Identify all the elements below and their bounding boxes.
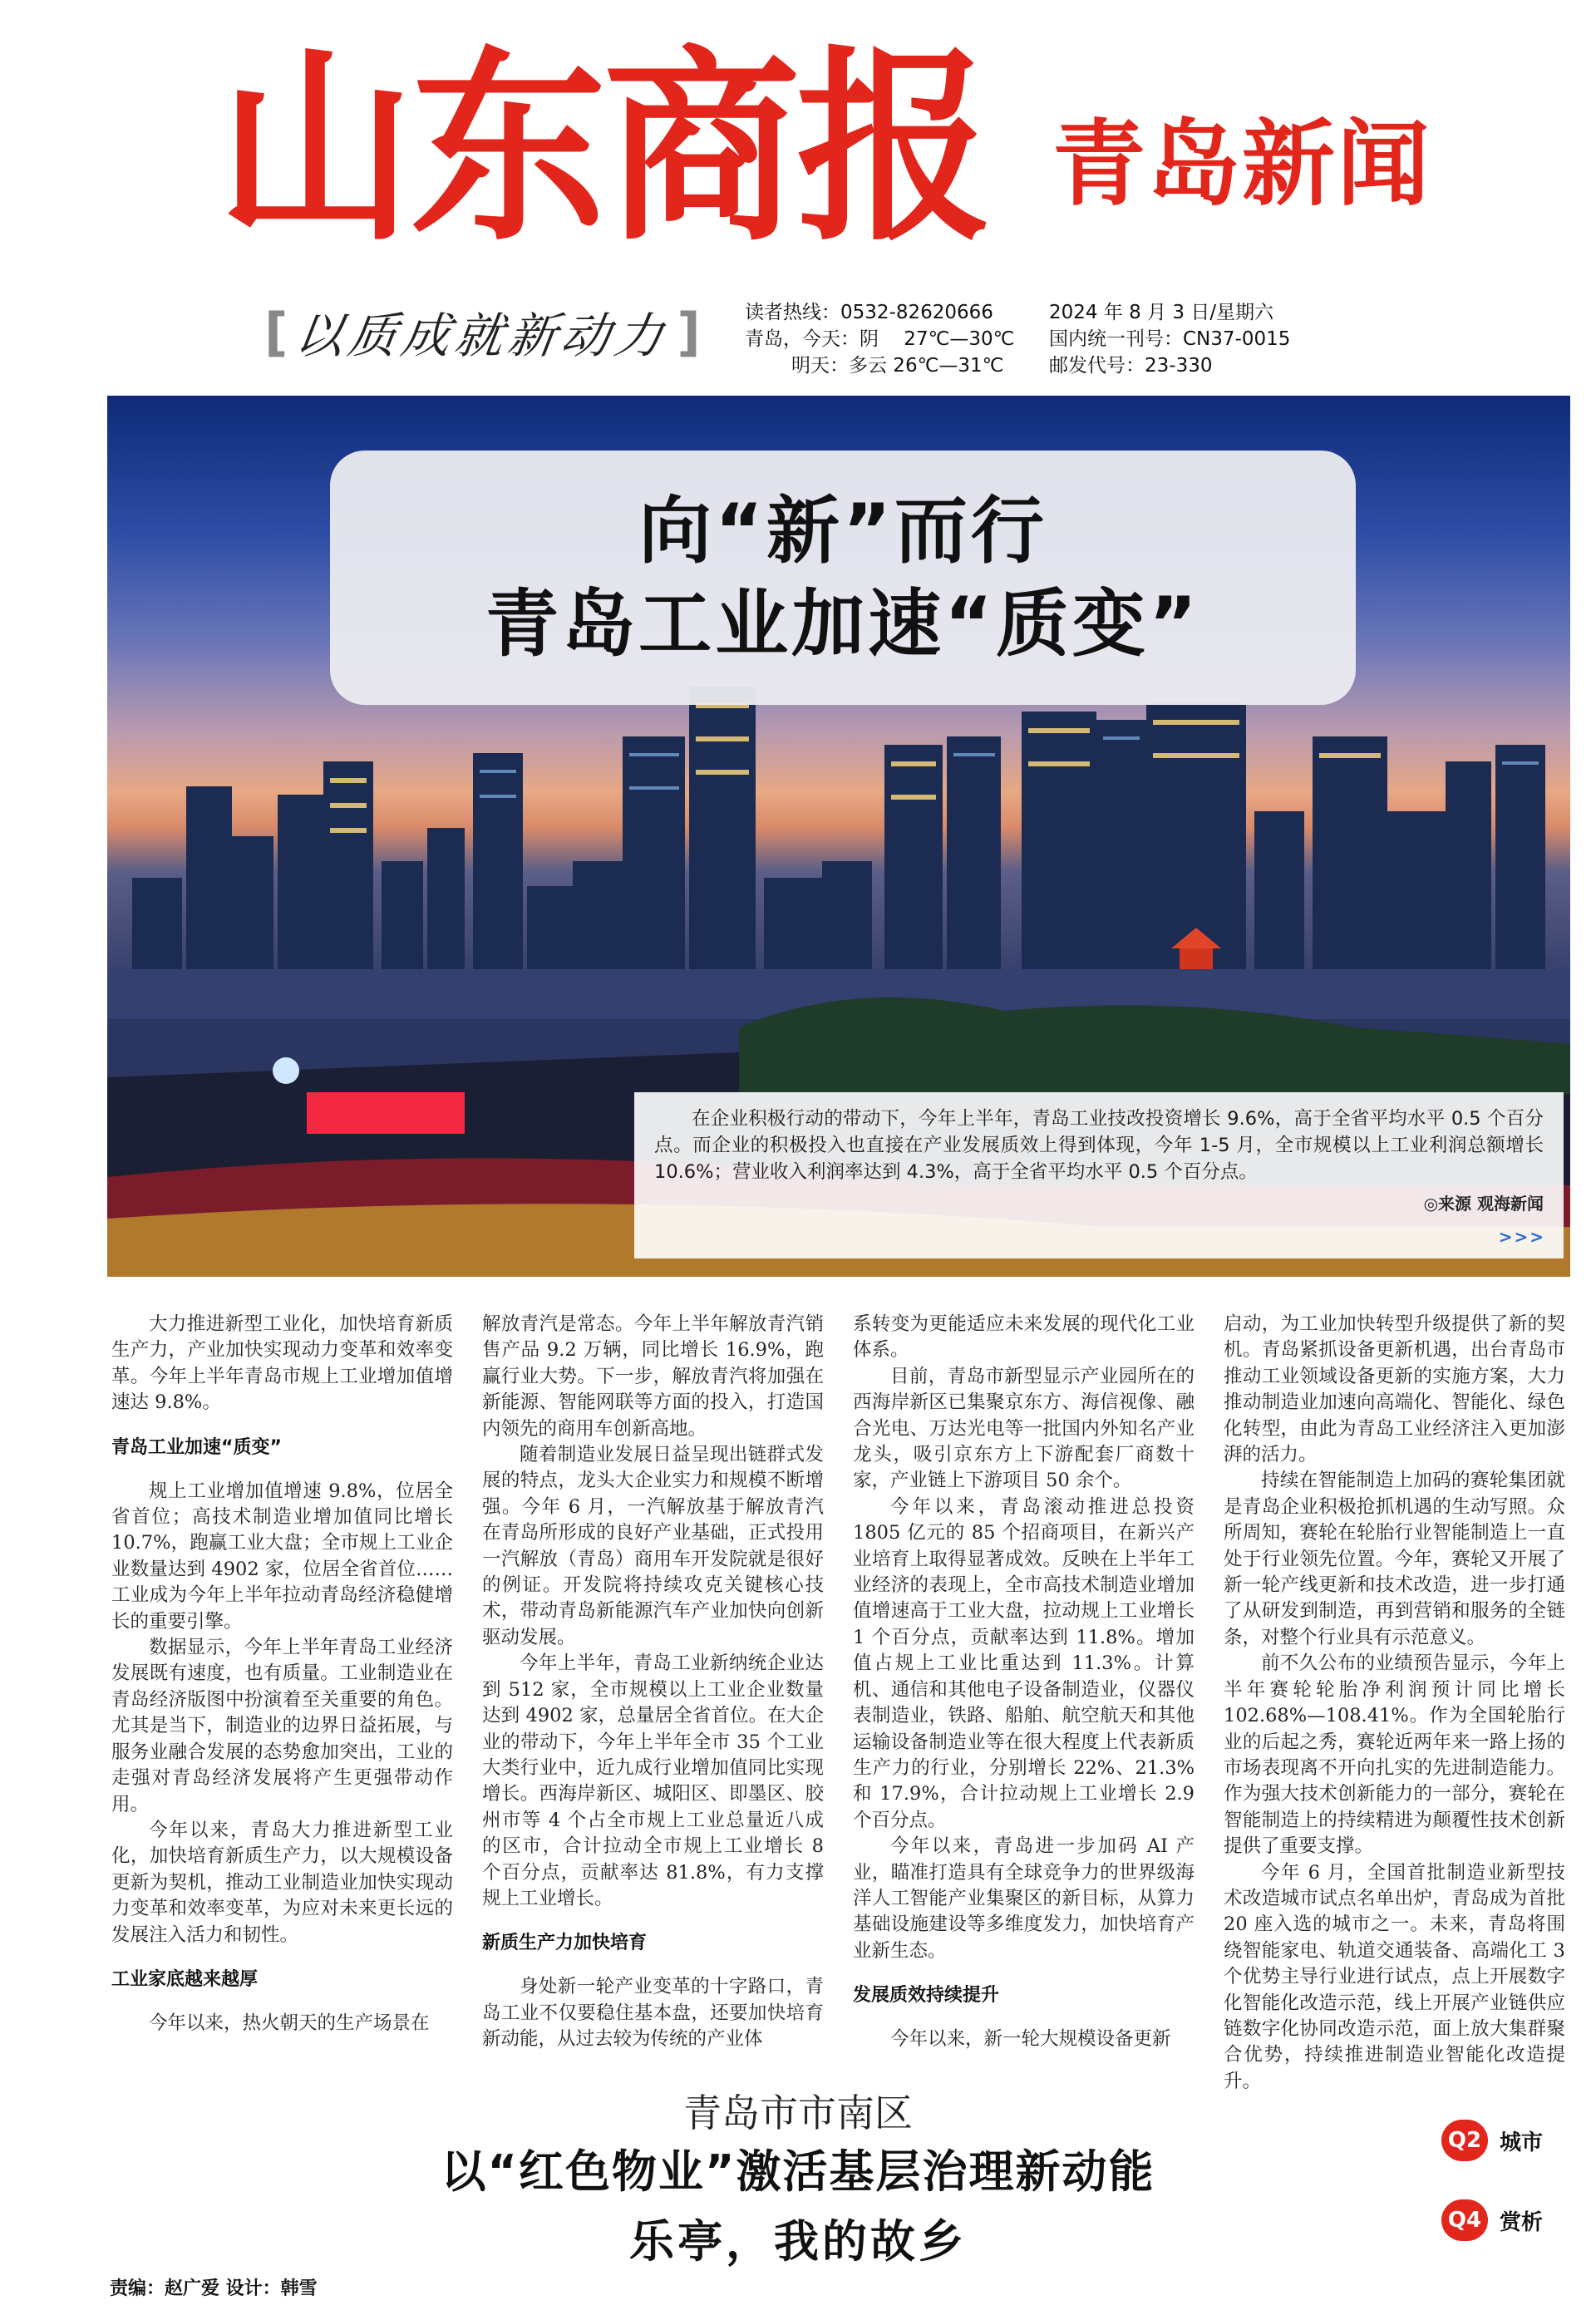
issn: 国内统一刊号：CN37-0015 [1049, 328, 1291, 350]
paragraph: 启动，为工业加快转型升级提供了新的契机。青岛紧抓设备更新机遇，出台青岛市推动工业领域设备更新的实施方案，大力推动制造业加速向高端化、智能化、绿色化转型，由此为青岛工业经济注入更加澎湃的活力。 [1224, 1313, 1565, 1466]
slogan [264, 301, 730, 362]
masthead-title: 山东商报 [218, 28, 990, 269]
paragraph: 解放青汽是常态。今年上半年解放青汽销售产品 9.2 万辆，同比增长 16.9%，跑赢行业大势。下一步，解放青汽将加强在新能源、智能网联等方面的投入，打造国内领先的商用车创新高地。 [482, 1313, 824, 1440]
section-name: 城市 [1500, 2130, 1544, 2155]
headline-box [330, 451, 1356, 705]
page-badge: Q2 [1441, 2120, 1488, 2161]
article-column-3 [853, 1312, 1195, 2053]
slogan-bracket-left: [ [264, 301, 288, 362]
paragraph: 数据显示，今年上半年青岛工业经济发展既有速度，也有质量。工业制造业在青岛经济版图中扮演着至关重要的角色。尤其是当下，制造业的边界日益拓展，与服务业融合发展的态势愈加突出，工业的走强对青岛经济发展将产生更强带动作用。 [111, 1637, 453, 1815]
hero-photo [107, 396, 1570, 1277]
weather-tomorrow: 明天：多云 26℃—31℃ [791, 355, 1004, 377]
paragraph: 大力推进新型工业化，加快培育新质生产力，产业加快实现动力变革和效率变革。今年上半年青岛市规上工业增加值增速达 9.8%。 [111, 1313, 453, 1414]
paragraph: 前不久公布的业绩预告显示，今年上半年赛轮轮胎净利润预计同比增长 102.68%—108.41%。作为全国轮胎行业的后起之秀，赛轮近两年来一路上扬的市场表现离不开向扎实的先进制造能力。作为强大技术创新能力的一部分，赛轮在智能制造上的持续精进为颠覆性技术创新提供了重要支撑。 [1224, 1652, 1565, 1858]
editor-credits: 责编：赵广爱 设计：韩雪 [110, 2278, 318, 2299]
subheading: 发展质效持续提升 [853, 1985, 1000, 2007]
paragraph: 规上工业增加值增速 9.8%，位居全省首位；高技术制造业增加值同比增长 10.7%，跑赢工业大盘；全市规上工业企业数量达到 4902 家，位居全省首位……工业成为今年上半年拉动青岛经济稳健增长的重要引擎。 [111, 1480, 453, 1633]
article-body [111, 1312, 1571, 2092]
paragraph: 身处新一轮产业变革的十字路口，青岛工业不仅要稳住基本盘，还要加快培育新动能，从过去较为传统的产业体 [482, 1976, 824, 2051]
photo-caption [634, 1092, 1564, 1258]
publication-info [1049, 299, 1290, 379]
paragraph: 持续在智能制造上加码的赛轮集团就是青岛企业积极抢抓机遇的生动写照。众所周知，赛轮在轮胎行业智能制造上一直处于行业领先位置。今年，赛轮又开展了新一轮产线更新和技术改造，进一步打通了从研发到制造，再到营销和服务的全链条，对整个行业具有示范意义。 [1224, 1470, 1565, 1648]
paragraph: 随着制造业发展日益呈现出链群式发展的特点，龙头大企业实力和规模不断增强。今年 6 月，一汽解放基于解放青汽在青岛所形成的良好产业基础，正式投用一汽解放（青岛）商用车开发院就是很好的例证。开发院将持续攻克关键核心技术，带动青岛新能源汽车产业加快向创新驱动发展。 [482, 1444, 824, 1648]
page-tag-q4[interactable] [1441, 2199, 1543, 2241]
hotline: 读者热线：0532-82620666 [745, 302, 993, 323]
edition-title: 青岛新闻 [1052, 111, 1431, 219]
subheading: 工业家底越来越厚 [111, 1968, 259, 1990]
article-column-2 [482, 1312, 824, 2053]
headline-line-2: 青岛工业加速“质变” [485, 581, 1200, 667]
teaser-headline[interactable]: 以“红色物业”激活基层治理新动能 [441, 2145, 1155, 2198]
paragraph: 目前，青岛市新型显示产业园所在的西海岸新区已集聚京东方、海信视像、融合光电、万达光电等一批国内外知名产业龙头，吸引京东方上下游配套厂商数十家，产业链上下游项目 50 余个。 [853, 1365, 1195, 1492]
caption-credit: ◎来源 观海新闻 [1423, 1194, 1544, 1214]
section-name: 赏析 [1500, 2209, 1544, 2235]
article-column-1 [111, 1312, 453, 2037]
article-column-4 [1224, 1312, 1565, 2095]
paragraph: 今年以来，青岛进一步加码 AI 产业，瞄准打造具有全球竞争力的世界级海洋人工智能产业集聚区的新目标，从算力基础设施建设等多维度发力，加快培育产业新生态。 [853, 1835, 1195, 1962]
postal-code: 邮发代号：23-330 [1049, 355, 1213, 377]
weather-today: 青岛，今天：阴 27℃—30℃ [745, 328, 1015, 350]
subheading: 新质生产力加快培育 [482, 1933, 648, 1954]
paragraph: 今年以来，青岛滚动推进总投资 1805 亿元的 85 个招商项目，在新兴产业培育上取得显著成效。反映在上半年工业经济的表现上，全市高技术制造业增加值增速高于工业大盘，拉动规上工业增长 1 个百分点，贡献率达到 11.8%。增加值占规上工业比重达到 11.3%。计算机、通信和其他电子设备制造业，仪器仪表制造业，铁路、船舶、航空航天和其他运输设备制造业等在很大程度上代表新质生产力的行业，分别增长 22%、21.3% 和 17.9%，合计拉动规上工业增长 2.9 个百分点。 [853, 1495, 1195, 1831]
page-tag-q2[interactable] [1441, 2120, 1543, 2161]
teaser-subhead[interactable]: 乐亭，我的故乡 [629, 2215, 967, 2268]
caption-text: 在企业积极行动的带动下，今年上半年，青岛工业技改投资增长 9.6%，高于全省平均水平 0.5 个百分点。而企业的积极投入也直接在产业发展质效上得到体现，今年 1-5 月，全市规模以上工业利润总额增长 10.6%；营业收入利润率达到 4.3%，高于全省平均水平 0.5 个百分点。 [654, 1108, 1544, 1183]
paragraph: 今年上半年，青岛工业新纳统企业达到 512 家，全市规模以上工业企业数量达到 4902 家，总量居全省首位。在大企业的带动下，今年上半年全市 35 个工业大类行业中，近九成行业增加值同比实现增长。西海岸新区、城阳区、即墨区、胶州市等 4 个占全市规上工业总量近八成的区市，合计拉动全市规上工业增长 8 个百分点，贡献率达 81.8%，有力支撑规上工业增长。 [482, 1652, 824, 1909]
paragraph: 今年 6 月，全国首批制造业新型技术改造城市试点名单出炉，青岛成为首批 20 座入选的城市之一。未来，青岛将围绕智能家电、轨道交通装备、高端化工 3 个优势主导行业进行试点，点上开展数字化智能化改造示范，线上开展产业链供应链数字化协同改造示范，面上放大集群聚合优势，持续推进制造业智能化改造提升。 [1224, 1861, 1565, 2092]
reader-info [745, 299, 1015, 379]
paragraph: 系转变为更能适应未来发展的现代化工业体系。 [853, 1313, 1195, 1362]
slogan-text: 以质成就新动力 [291, 308, 672, 364]
more-arrows-icon[interactable]: >>> [1498, 1227, 1545, 1247]
teaser-district: 青岛市市南区 [683, 2091, 913, 2135]
issue-date: 2024 年 8 月 3 日/星期六 [1049, 302, 1274, 323]
headline-line-1: 向“新”而行 [638, 488, 1047, 574]
paragraph: 今年以来，青岛大力推进新型工业化，加快培育新质生产力，以大规模设备更新为契机，推动工业制造业加快实现动力变革和效率变革，为应对未来更长远的发展注入活力和韧性。 [111, 1819, 453, 1946]
paragraph: 今年以来，新一轮大规模设备更新 [890, 2028, 1171, 2051]
page-badge: Q4 [1441, 2199, 1488, 2241]
slogan-bracket-right: ] [677, 301, 701, 362]
subheading: 青岛工业加速“质变” [111, 1436, 282, 1458]
paragraph: 今年以来，热火朝天的生产场景在 [149, 2012, 430, 2034]
